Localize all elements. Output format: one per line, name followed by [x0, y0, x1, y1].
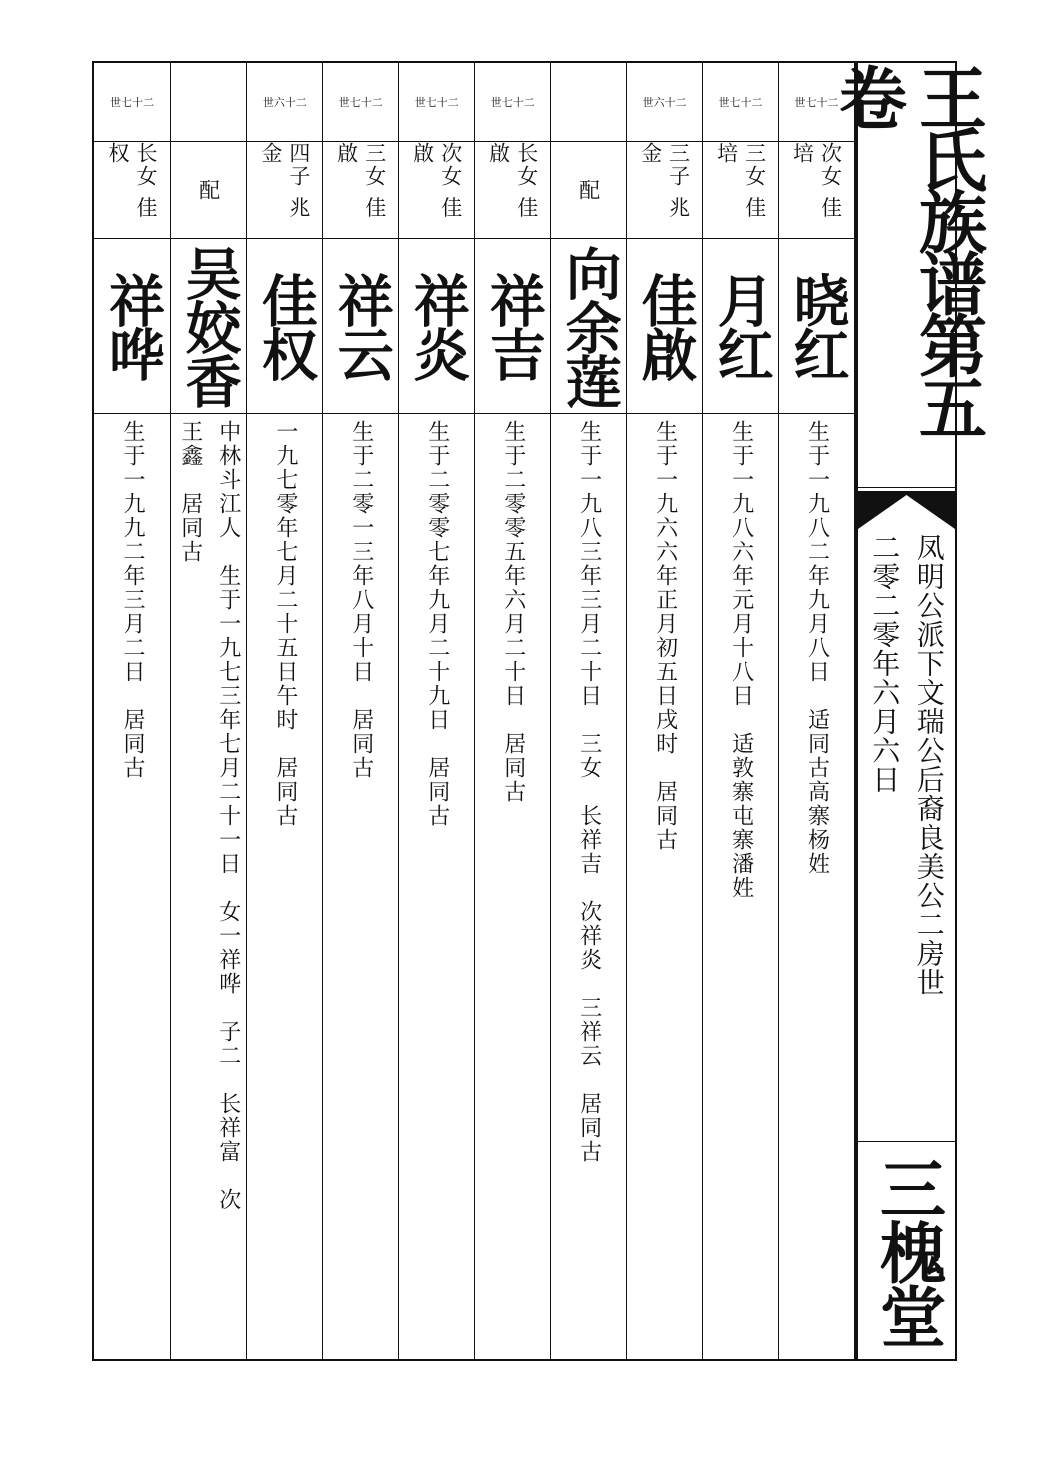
- book-title: 王氏族谱第五卷: [827, 63, 987, 435]
- generation-label: 世七十二: [399, 63, 474, 142]
- relation-label: 长女 佳权: [106, 142, 158, 220]
- branch-line: 凤明公派下文瑞公后裔良美公二房世: [912, 533, 946, 997]
- date-line: 二零二零年六月六日: [868, 533, 902, 794]
- generation-label: [551, 63, 626, 142]
- entry-column: [398, 63, 474, 1359]
- divider: [858, 487, 955, 488]
- genealogy-grid: [92, 61, 856, 1361]
- divider: [858, 1141, 955, 1142]
- title-strip: [827, 61, 987, 1361]
- generation-label: 世七十二: [703, 63, 778, 142]
- generation-label: 世七十二: [475, 63, 550, 142]
- person-name: 佳啟: [632, 272, 698, 380]
- person-detail: 一九七零年七月二十五日午时 居同古: [272, 420, 298, 828]
- person-name: 吴姣香: [176, 245, 242, 407]
- generation-label: 世六十二: [627, 63, 702, 142]
- person-name: 向余莲: [556, 245, 622, 407]
- person-detail: 中林斗江人 生于一九七三年七月二十一日 女一祥哗 子二 长祥富 次 王鑫 居同古: [177, 420, 241, 1212]
- person-name: 祥云: [328, 272, 394, 380]
- entry-column: [626, 63, 702, 1359]
- person-detail: 生于一九八三年三月二十日 三女 长祥吉 次祥炎 三祥云 居同古: [576, 420, 602, 1164]
- generation-label: 世七十二: [94, 63, 170, 142]
- generation-label: [171, 63, 246, 142]
- entry-column: [702, 63, 778, 1359]
- relation-label: 三子 兆金: [638, 142, 691, 220]
- generation-label: 世六十二: [247, 63, 322, 142]
- person-detail: 生于二零零七年九月二十九日 居同古: [424, 420, 450, 828]
- person-detail: 生于一九六六年正月初五日戌时 居同古: [652, 420, 678, 852]
- relation-label: 四子 兆金: [258, 142, 311, 220]
- relation-label: 次女 佳培: [790, 142, 843, 220]
- generation-label: 世七十二: [779, 63, 854, 142]
- person-detail: 生于一九九二年三月二日 居同古: [120, 420, 145, 780]
- relation-label: 长女 佳啟: [486, 142, 539, 220]
- person-detail: 生于一九八二年九月八日 适同古高寨杨姓: [804, 420, 830, 876]
- entry-column: [322, 63, 398, 1359]
- person-detail: 生于二零一三年八月十日 居同古: [348, 420, 374, 780]
- person-name: 祥炎: [404, 272, 470, 380]
- relation-label: 配: [196, 178, 221, 202]
- person-name: 祥吉: [480, 272, 546, 380]
- person-detail: 生于二零零五年六月二十日 居同古: [500, 420, 526, 804]
- person-name: 佳权: [252, 272, 318, 380]
- entry-column: [170, 63, 246, 1359]
- fishtail-ornament: [858, 491, 955, 529]
- relation-label: 次女 佳啟: [410, 142, 463, 220]
- entry-column: [474, 63, 550, 1359]
- entry-column: [94, 63, 170, 1359]
- person-name: 晓红: [784, 272, 850, 380]
- relation-label: 三女 佳培: [714, 142, 767, 220]
- person-detail: 生于一九八六年元月十八日 适敦寨屯寨潘姓: [728, 420, 754, 900]
- hall-name: 三槐堂: [868, 1155, 946, 1347]
- branch-info: [862, 533, 951, 1133]
- relation-label: 配: [576, 178, 601, 202]
- relation-label: 三女 佳啟: [334, 142, 387, 220]
- person-name: 祥哗: [100, 272, 165, 380]
- generation-label: 世七十二: [323, 63, 398, 142]
- entry-column: [246, 63, 322, 1359]
- person-name: 月红: [708, 272, 774, 380]
- entry-column: [550, 63, 626, 1359]
